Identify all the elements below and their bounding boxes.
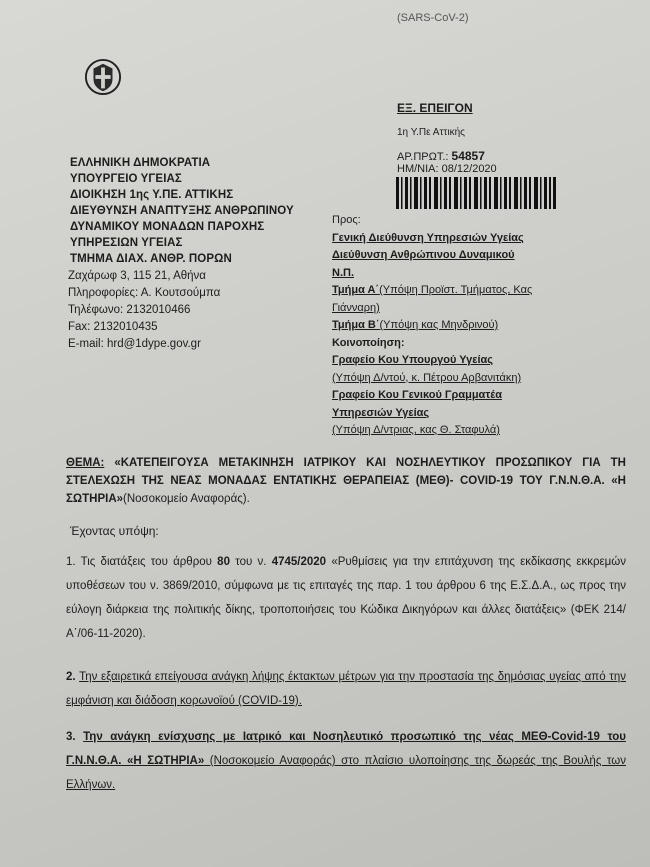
- urgency-label: ΕΞ. ΕΠΕΙΓΟΝ: [397, 101, 473, 115]
- contact-person: Πληροφορίες: Α. Κουτσούμπα: [68, 287, 221, 299]
- protocol-number: 54857: [451, 149, 485, 163]
- protocol-date: ΗΜ/ΝΙΑ: 08/12/2020: [397, 163, 497, 175]
- barcode-icon: [396, 177, 556, 209]
- greek-coat-of-arms-icon: [84, 58, 122, 96]
- protocol-stamp: [397, 150, 497, 175]
- recipients-block: [332, 212, 642, 440]
- phone: Τηλέφωνο: 2132010466: [68, 304, 191, 316]
- item-1-law: 4745/2020: [271, 556, 327, 568]
- item-3-text: (Νοσοκομείο Αναφοράς) στο πλαίσιο υλοποίησης της δωρεάς της Βουλής των Ελλήνων.: [66, 755, 626, 791]
- sender-line: ΔΙΕΥΘΥΝΣΗ ΑΝΑΠΤΥΞΗΣ ΑΝΘΡΩΠΙΝΟΥ: [70, 205, 294, 217]
- cc-recipient: Γραφείο Κου Γενικού Γραμματέα: [332, 389, 502, 401]
- sender-line: ΤΜΗΜΑ ΔΙΑΧ. ΑΝΘΡ. ΠΟΡΩΝ: [70, 253, 232, 265]
- protocol-label: ΑΡ.ΠΡΩΤ.:: [397, 151, 449, 163]
- cc-recipient: Υπηρεσιών Υγείας: [332, 406, 430, 419]
- issuing-unit: 1η Υ.Πε Αττικής: [397, 127, 465, 138]
- sender-line: ΥΠΟΥΡΓΕΙΟ ΥΓΕΙΑΣ: [70, 173, 182, 185]
- item-1-article: 80: [217, 556, 230, 568]
- fax: Fax: 2132010435: [68, 321, 158, 333]
- department-a-note: (Υπόψη Προϊστ. Τμήματος, Κας: [379, 284, 533, 296]
- department-b-note: (Υπόψη κας Μηνδρινού): [379, 319, 499, 331]
- recipient: Γενική Διεύθυνση Υπηρεσιών Υγείας: [332, 231, 524, 244]
- sender-contact: [68, 268, 220, 353]
- email: E-mail: hrd@1dype.gov.gr: [68, 338, 201, 350]
- item-2-text: Την εξαιρετικά επείγουσα ανάγκη λήψης έκτακτων μέτρων για την προστασία της δημόσιας υγείας από την εμφάνιση και διάδοση κορωνοϊού (COVID-19).: [66, 671, 626, 707]
- department-b: Τμήμα Β΄: [332, 319, 380, 331]
- item-2-number: 2.: [66, 671, 76, 683]
- department-a-note-cont: Γιάνναρη): [332, 301, 380, 314]
- cc-label: Κοινοποίηση:: [332, 336, 405, 349]
- item-1-text: 1. Τις διατάξεις του άρθρου: [66, 556, 218, 568]
- subject-suffix: (Νοσοκομείο Αναφοράς).: [123, 493, 250, 505]
- address: Ζαχάρωφ 3, 115 21, Αθήνα: [68, 270, 206, 282]
- sender-line: ΔΙΟΙΚΗΣΗ 1ης Υ.ΠΕ. ΑΤΤΙΚΗΣ: [70, 189, 234, 201]
- sender-line: ΔΥΝΑΜΙΚΟΥ ΜΟΝΑΔΩΝ ΠΑΡΟΧΗΣ: [70, 221, 265, 233]
- cc-recipient: Γραφείο Κου Υπουργού Υγείας: [332, 354, 494, 366]
- sender-line: ΕΛΛΗΝΙΚΗ ΔΗΜΟΚΡΑΤΙΑ: [70, 157, 211, 169]
- subject-text: «ΚΑΤΕΠΕΙΓΟΥΣΑ ΜΕΤΑΚΙΝΗΣΗ ΙΑΤΡΙΚΟΥ ΚΑΙ ΝΟΣΗΛΕΥΤΙΚΟΥ ΠΡΟΣΩΠΙΚΟΥ ΓΙΑ ΤΗ ΣΤΕΛΕΧΩΣΗ ΤΗΣ ΝΕΑΣ ΜΟΝΑΔΑΣ ΕΝΤΑΤΙΚΗΣ ΘΕΡΑΠΕΙΑΣ (ΜΕΘ)- COVID-19 ΤΟΥ Γ.Ν.Ν.Θ.Α. «Η ΣΩΤΗΡΙΑ»: [66, 457, 626, 505]
- subject: [66, 454, 626, 508]
- item-1-text: «Ρυθμίσεις για την επιτάχυνση της εκδίκασης εκκρεμών υποθέσεων του ν. 3869/2010, σύμφωνα με τις επιταγές της παρ. 1 του άρθρου 6 της Ε.Σ.Δ.Α., ως προς την εύλογη διάρκεια της πολιτικής δίκης, τροποποιήσεις του Κώδικα Δικηγόρων και άλλες διατάξεις» (ΦΕΚ 214/Α΄/06-11-2020).: [66, 556, 626, 640]
- top-reference: (SARS-CoV-2): [397, 12, 469, 24]
- recipient: Ν.Π.: [332, 266, 354, 279]
- cc-note: (Υπόψη Δ/ντού, κ. Πέτρου Αρβανιτάκη): [332, 371, 522, 384]
- considering-heading: Έχοντας υπόψη:: [70, 524, 159, 538]
- item-1-text: του ν.: [229, 556, 272, 568]
- item-3-number: 3.: [66, 731, 76, 743]
- item-1: [66, 550, 626, 646]
- item-3: [66, 725, 626, 797]
- subject-label: ΘΕΜΑ:: [66, 457, 105, 469]
- item-3-text: Την ανάγκη ενίσχυσης με Ιατρικό και Νοσηλευτικό προσωπικό της νέας ΜΕΘ-Covid-19 του Γ.Ν.Ν.Θ.Α. «Η ΣΩΤΗΡΙΑ»: [66, 731, 626, 767]
- cc-note: (Υπόψη Δ/ντριας, κας Θ. Σταφυλά): [332, 424, 500, 436]
- to-label: Προς:: [332, 214, 361, 226]
- item-2: [66, 665, 626, 713]
- sender-line: ΥΠΗΡΕΣΙΩΝ ΥΓΕΙΑΣ: [70, 237, 183, 249]
- department-a: Τμήμα Α΄: [332, 284, 380, 296]
- sender-block: [70, 155, 294, 267]
- recipient: Διεύθυνση Ανθρώπινου Δυναμικού: [332, 249, 515, 261]
